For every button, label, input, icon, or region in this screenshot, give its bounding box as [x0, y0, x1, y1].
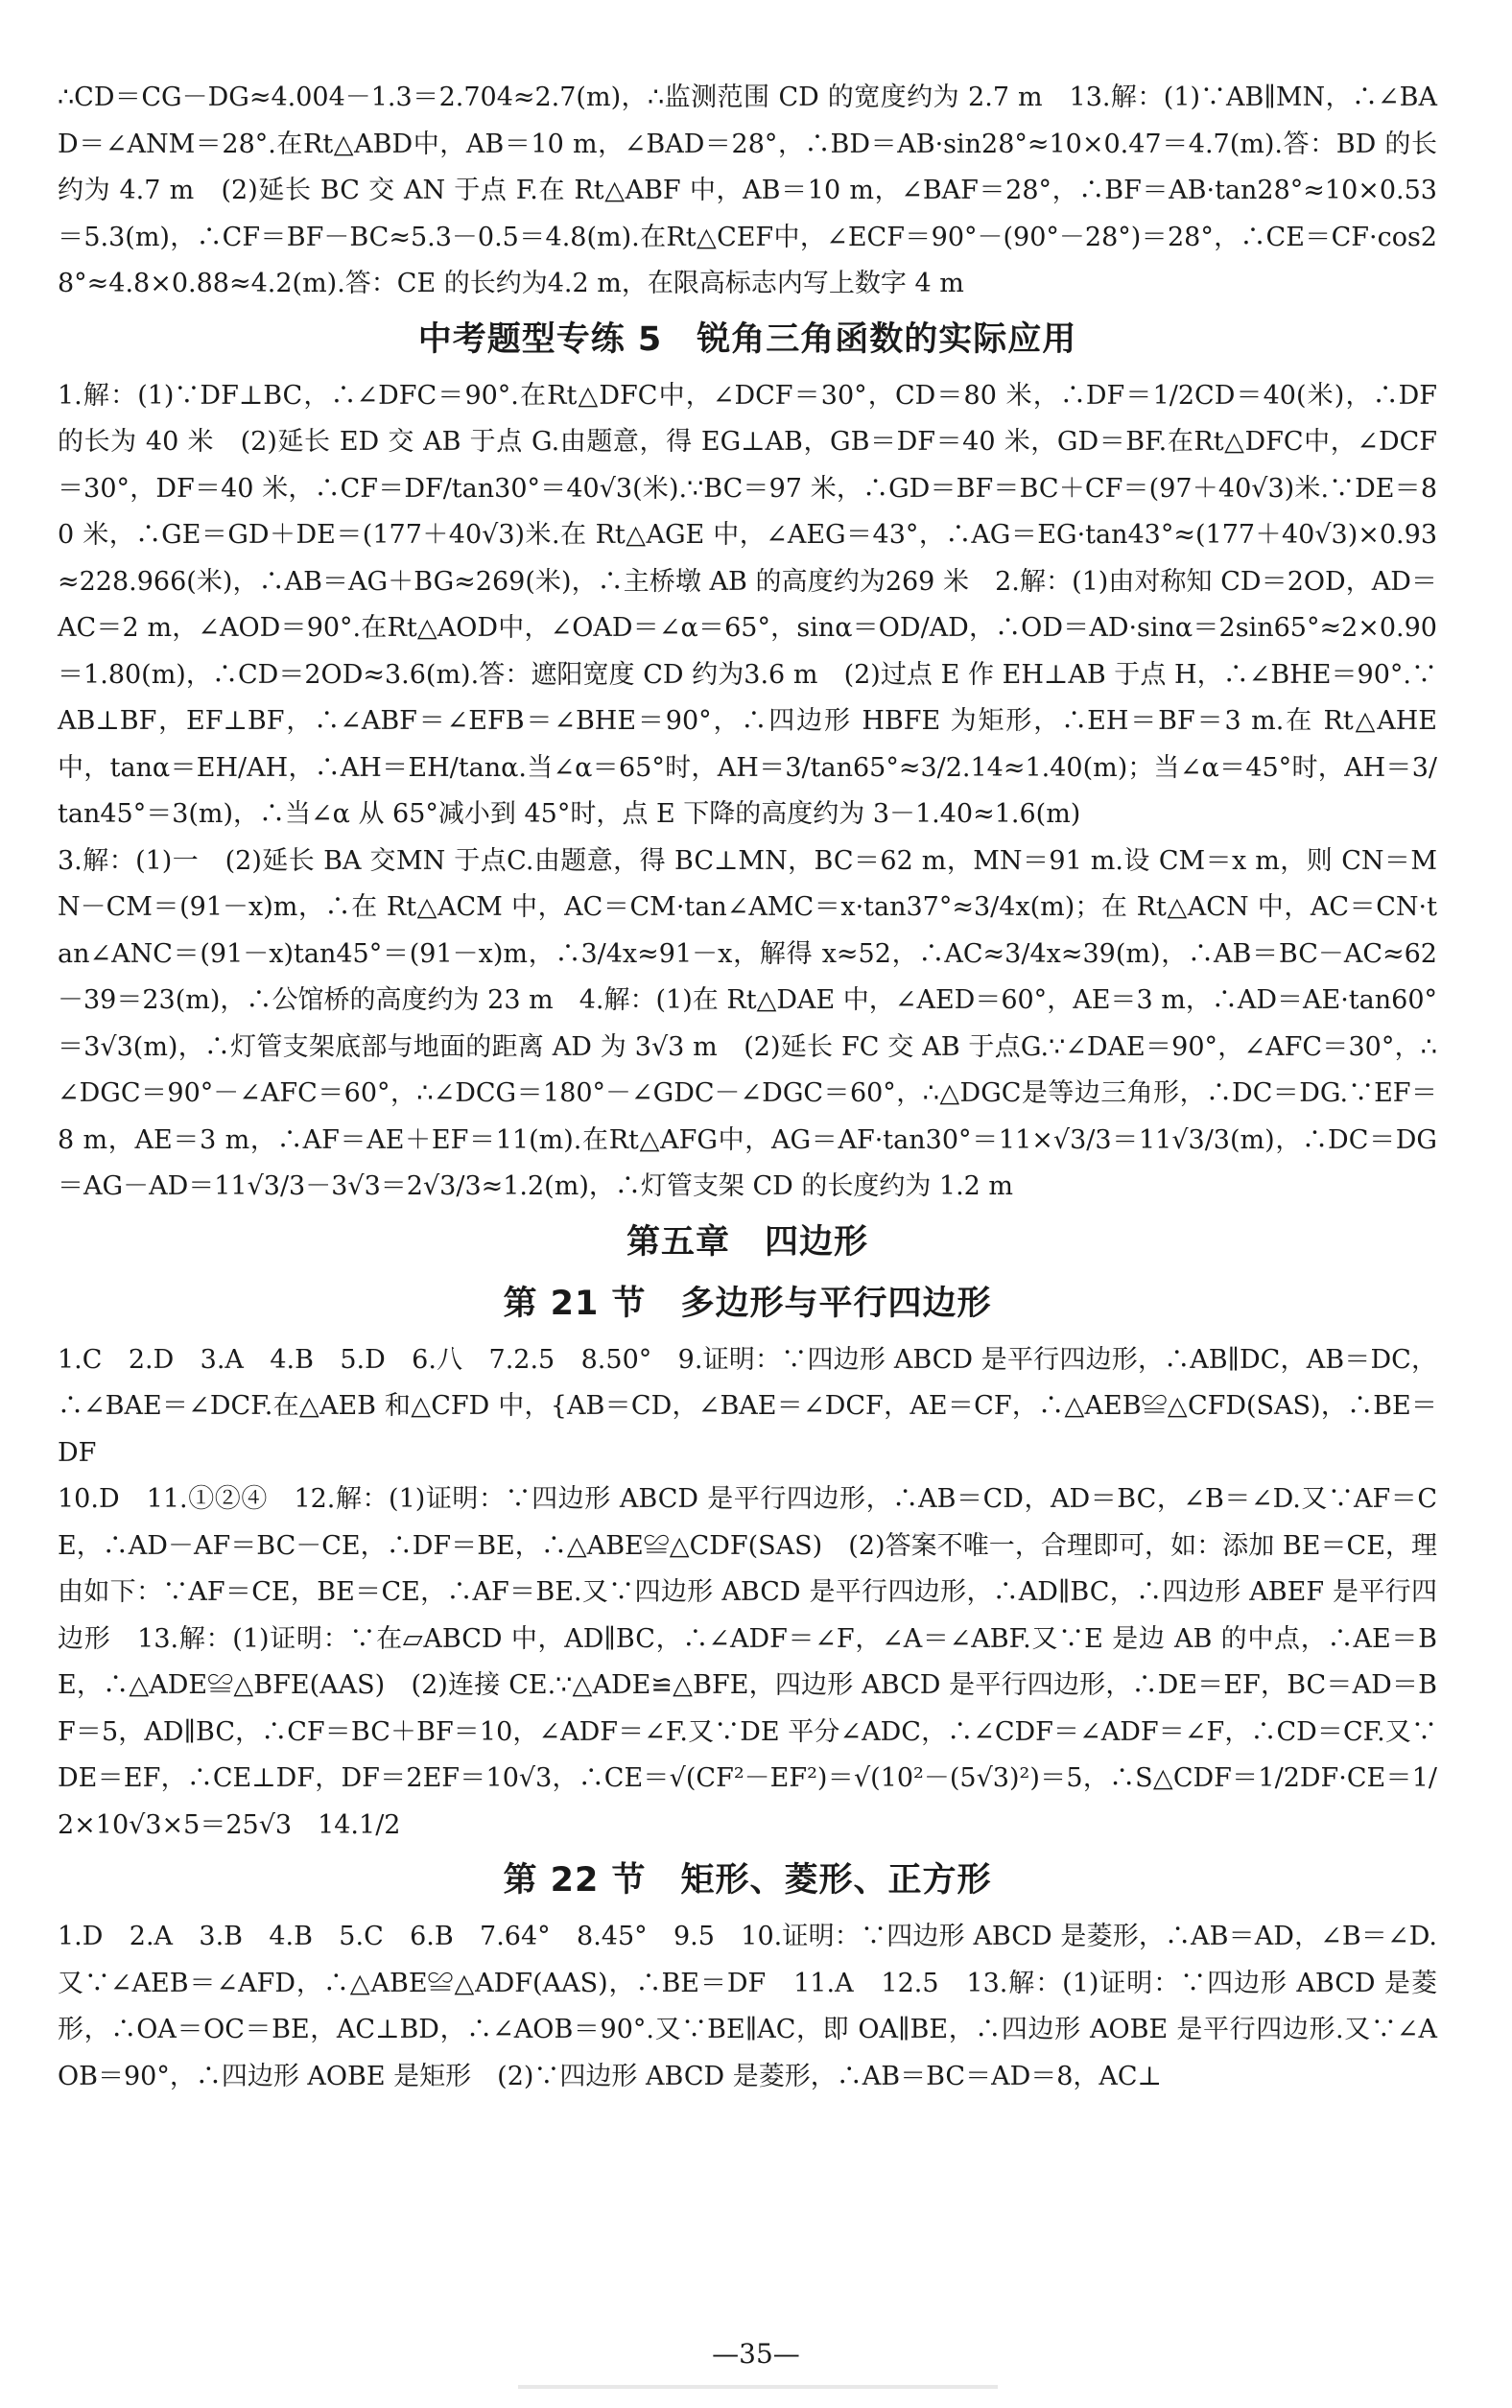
answer-paragraph-6: 1.D 2.A 3.B 4.B 5.C 6.B 7.64° 8.45° 9.5 10.证明：∵四边形 ABCD 是菱形，∴AB＝AD，∠B＝∠D.又∵∠AEB＝∠AFD，∴△ABE≌△ADF(AAS)，∴BE＝DF 11.A 12.5 13.解：(1)证明：∵四边形 ABCD 是菱形，∴OA＝OC＝BE，AC⊥BD，∴∠AOB＝90°.又∵BE∥AC，即 OA∥BE，∴四边形 AOBE 是平行四边形.又∵∠AOB＝90°，∴四边形 AOBE 是矩形 (2)∵四边形 ABCD 是菱形，∴AB＝BC＝AD＝8，AC⊥ — [58, 1922, 1437, 2091]
section-heading-21: 第 21 节 多边形与平行四边形 — [503, 1284, 992, 1323]
answer-paragraph-3: 3.解：(1)一 (2)延长 BA 交MN 于点C.由题意，得 BC⊥MN，BC＝62 m，MN＝91 m.设 CM＝x m，则 CN＝MN－CM＝(91－x)m，∴在 Rt△ACM 中，AC＝CM·tan∠AMC＝x·tan37°≈3/4x(m)；在 Rt△ACN 中，AC＝CN·tan∠ANC＝(91－x)tan45°＝(91－x)m，∴3/4x≈91－x，解得 x≈52，∴AC≈3/4x≈39(m)，∴AB＝BC－AC≈62－39＝23(m)，∴公馆桥的高度约为 23 m 4.解：(1)在 Rt△DAE 中，∠AED＝60°，AE＝3 m，∴AD＝AE·tan60°＝3√3(m)，∴灯管支架底部与地面的距离 AD 为 3√3 m (2)延长 FC 交 AB 于点G.∵∠DAE＝90°，∠AFC＝30°，∴∠DGC＝90°－∠AFC＝60°，∴∠DCG＝180°－∠GDC－∠DGC＝60°，∴△DGC是等边三角形，∴DC＝DG.∵EF＝8 m，AE＝3 m，∴AF＝AE＋EF＝11(m).在Rt△AFG中，AG＝AF·tan30°＝11×√3/3＝11√3/3(m)，∴DC＝DG＝AG－AD＝11√3/3－3√3＝2√3/3≈1.2(m)，∴灯管支架 CD 的长度约为 1.2 m — [58, 845, 1437, 1201]
section-heading-special-practice-5: 中考题型专练 5 锐角三角函数的实际应用 — [417, 319, 1077, 359]
bottom-scan-bar — [518, 2385, 998, 2389]
page-number: —35— — [712, 2338, 800, 2370]
section-heading-22: 第 22 节 矩形、菱形、正方形 — [503, 1861, 992, 1900]
answer-paragraph-2: 1.解：(1)∵DF⊥BC，∴∠DFC＝90°.在Rt△DFC中，∠DCF＝30°，CD＝80 米，∴DF＝1/2CD＝40(米)，∴DF 的长为 40 米 (2)延长 ED 交 AB 于点 G.由题意，得 EG⊥AB，GB＝DF＝40 米，GD＝BF.在Rt△DFC中，∠DCF＝30°，DF＝40 米，∴CF＝DF/tan30°＝40√3(米).∵BC＝97 米，∴GD＝BF＝BC＋CF＝(97＋40√3)米.∵DE＝80 米，∴GE＝GD＋DE＝(177＋40√3)米.在 Rt△AGE 中，∠AEG＝43°，∴AG＝EG·tan43°≈(177＋40√3)×0.93≈228.966(米)，∴AB＝AG＋BG≈269(米)，∴主桥墩 AB 的高度约为269 米 2.解：(1)由对称知 CD＝2OD，AD＝AC＝2 m，∠AOD＝90°.在Rt△AOD中，∠OAD＝∠α＝65°，sinα＝OD/AD，∴OD＝AD·sinα＝2sin65°≈2×0.90＝1.80(m)，∴CD＝2OD≈3.6(m).答：遮阳宽度 CD 约为3.6 m (2)过点 E 作 EH⊥AB 于点 H，∴∠BHE＝90°.∵AB⊥BF，EF⊥BF，∴∠ABF＝∠EFB＝∠BHE＝90°，∴四边形 HBFE 为矩形，∴EH＝BF＝3 m.在 Rt△AHE 中，tanα＝EH/AH，∴AH＝EH/tanα.当∠α＝65°时，AH＝3/tan65°≈3/2.14≈1.40(m)；当∠α＝45°时，AH＝3/tan45°＝3(m)，∴当∠α 从 65°减小到 45°时，点 E 下降的高度约为 3－1.40≈1.6(m) — [58, 380, 1437, 829]
answer-paragraph-4: 1.C 2.D 3.A 4.B 5.D 6.八 7.2.5 8.50° 9.证明：∵四边形 ABCD 是平行四边形，∴AB∥DC，AB＝DC，∴∠BAE＝∠DCF.在△AEB 和△CFD 中，{AB＝CD，∠BAE＝∠DCF，AE＝CF，∴△AEB≌△CFD(SAS)，∴BE＝DF — [58, 1344, 1437, 1468]
answer-paragraph-5: 10.D 11.①②④ 12.解：(1)证明：∵四边形 ABCD 是平行四边形，∴AB＝CD，AD＝BC，∠B＝∠D.又∵AF＝CE，∴AD－AF＝BC－CE，∴DF＝BE，∴△ABE≌△CDF(SAS) (2)答案不唯一，合理即可，如：添加 BE＝CE，理由如下：∵AF＝CE，BE＝CE，∴AF＝BE.又∵四边形 ABCD 是平行四边形，∴AD∥BC，∴四边形 ABEF 是平行四边形 13.解：(1)证明：∵在▱ABCD 中，AD∥BC，∴∠ADF＝∠F，∠A＝∠ABF.又∵E 是边 AB 的中点，∴AE＝BE，∴△ADE≌△BFE(AAS) (2)连接 CE.∵△ADE≌△BFE，四边形 ABCD 是平行四边形，∴DE＝EF，BC＝AD＝BF＝5，AD∥BC，∴CF＝BC＋BF＝10，∠ADF＝∠F.又∵DE 平分∠ADC，∴∠CDF＝∠ADF＝∠F，∴CD＝CF.又∵DE＝EF，∴CE⊥DF，DF＝2EF＝10√3，∴CE＝√(CF²－EF²)＝√(10²－(5√3)²)＝5，∴S△CDF＝1/2DF·CE＝1/2×10√3×5＝25√3 14.1/2 — [58, 1484, 1437, 1840]
chapter-heading-5: 第五章 四边形 — [626, 1222, 868, 1262]
answer-paragraph-1: ∴CD＝CG－DG≈4.004－1.3＝2.704≈2.7(m)，∴监测范围 CD 的宽度约为 2.7 m 13.解：(1)∵AB∥MN，∴∠BAD＝∠ANM＝28°.在Rt△ABD中，AB＝10 m，∠BAD＝28°，∴BD＝AB·sin28°≈10×0.47＝4.7(m).答：BD 的长约为 4.7 m (2)延长 BC 交 AN 于点 F.在 Rt△ABF 中，AB＝10 m，∠BAF＝28°，∴BF＝AB·tan28°≈10×0.53＝5.3(m)，∴CF＝BF－BC≈5.3－0.5＝4.8(m).在Rt△CEF中，∠ECF＝90°－(90°－28°)＝28°，∴CE＝CF·cos28°≈4.8×0.88≈4.2(m).答：CE 的长约为4.2 m，在限高标志内写上数字 4 m — [58, 83, 1437, 298]
